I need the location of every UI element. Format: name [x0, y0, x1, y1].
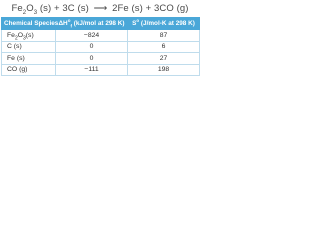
- enthalpy-cell: −111: [56, 64, 128, 76]
- header-enthalpy-units: (kJ/mol at 298 K): [71, 20, 125, 27]
- species-sub-fe: 2: [14, 35, 18, 42]
- species-cell: Fe (s): [2, 53, 56, 65]
- thermo-data-table: [1, 17, 200, 76]
- reaction-arrow-icon: ⟶: [93, 2, 108, 14]
- header-enthalpy: [56, 18, 128, 30]
- table-row: [2, 41, 200, 53]
- reactant-iron-oxide: [12, 3, 38, 14]
- header-chemical-species: [2, 18, 59, 30]
- reaction-equation: [0, 0, 200, 16]
- reactant-iron-oxide-o: O: [26, 2, 34, 14]
- species-fe: Fe: [7, 31, 15, 39]
- enthalpy-cell: −824: [56, 30, 128, 42]
- header-enthalpy-sub: f: [70, 23, 72, 29]
- header-enthalpy-symbol: ΔH: [58, 20, 68, 27]
- header-entropy: [128, 18, 200, 30]
- reaction-products: 2Fe (s) + 3CO (g): [109, 2, 189, 14]
- species-cell: CO (g): [2, 64, 56, 76]
- reactant-iron-oxide-fe: Fe: [11, 2, 23, 14]
- reactant-iron-oxide-sub-o: 3: [33, 9, 38, 16]
- species-o: O: [17, 31, 24, 39]
- species-cell: [2, 30, 56, 42]
- species-sub-o: 3: [23, 35, 26, 42]
- table-header-row: [2, 18, 200, 30]
- enthalpy-cell: 0: [56, 53, 128, 65]
- header-species-label: Chemical Species: [4, 20, 59, 27]
- enthalpy-cell: 0: [56, 41, 128, 53]
- entropy-cell: 198: [128, 64, 200, 76]
- entropy-cell: 27: [128, 53, 200, 65]
- reactant-remainder: (s) + 3C (s): [37, 2, 92, 14]
- entropy-cell: 87: [128, 30, 200, 42]
- reactant-iron-oxide-sub-fe: 2: [22, 9, 27, 16]
- header-entropy-sup: o: [136, 17, 140, 23]
- header-entropy-symbol: S: [132, 20, 137, 27]
- table-row: [2, 30, 200, 42]
- table-row: [2, 53, 200, 65]
- entropy-cell: 6: [128, 41, 200, 53]
- header-enthalpy-sup: o: [67, 17, 71, 23]
- table-row: [2, 64, 200, 76]
- header-entropy-units: (J/mol-K at 298 K): [139, 20, 195, 27]
- species-cell: C (s): [2, 41, 56, 53]
- species-state: (s): [25, 31, 34, 39]
